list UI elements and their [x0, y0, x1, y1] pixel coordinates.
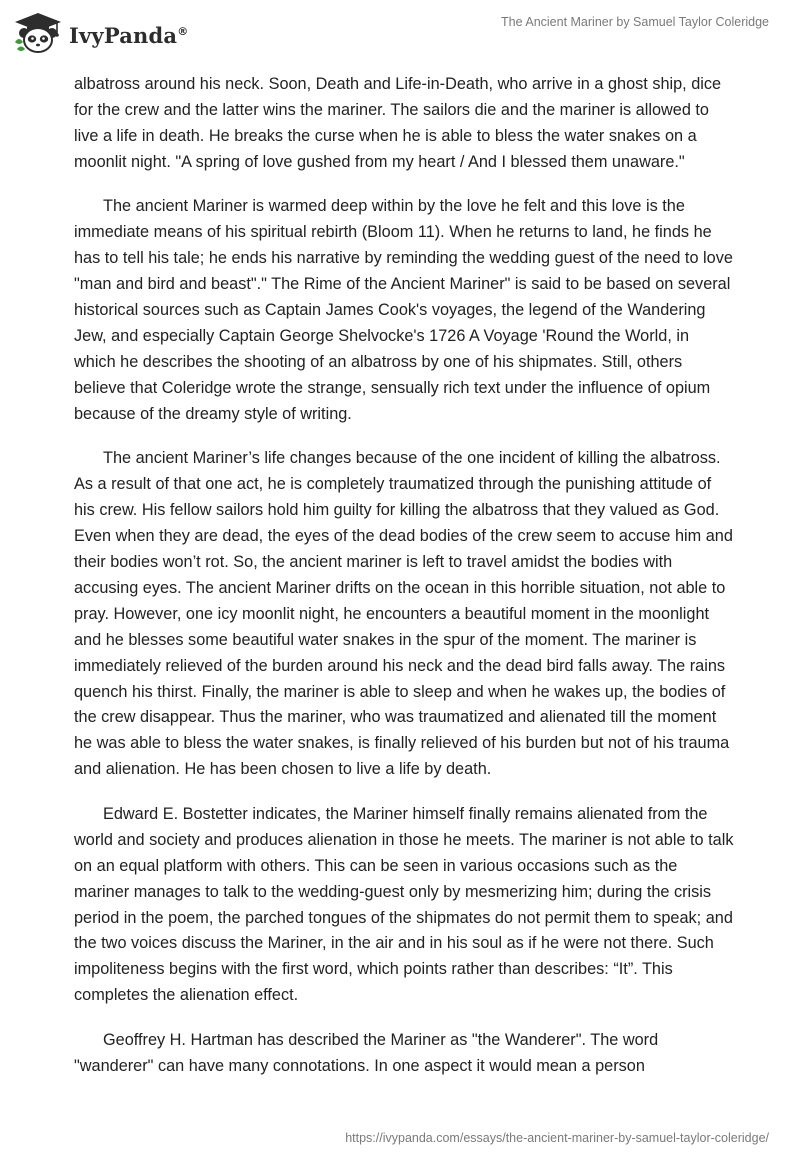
- document-title: The Ancient Mariner by Samuel Taylor Coleridge: [501, 15, 769, 29]
- page-header: [0, 0, 800, 60]
- source-url[interactable]: https://ivypanda.com/essays/the-ancient-mariner-by-samuel-taylor-coleridge/: [345, 1131, 769, 1145]
- registered-mark: ®: [177, 24, 189, 38]
- paragraph-continued: albatross around his neck. Soon, Death and Life-in-Death, who arrive in a ghost ship, dice for the crew and the latter wins the mariner. The sailors die and the mariner is allowed to live a life in death. He breaks the curse when he is able to bless the water snakes on a moonlit night. "A spring of love gushed from my heart / And I blessed them unaware.": [74, 75, 722, 171]
- paragraph: Edward E. Bostetter indicates, the Mariner himself finally remains alienated from the world and society and produces alienation in those he meets. The mariner is not able to talk on an equal platform with others. This can be seen in various occasions such as the mariner manages to talk to the wedding-guest only by mesmerizing him; during the crisis period in the poem, the parched tongues of the shipmates do not permit them to speak; and the two voices discuss the Mariner, in the air and in his soul as if he were not there. Such impoliteness begins with the first word, which points rather than describes: “It”. This completes the alienation effect.: [74, 804, 734, 1005]
- panda-graduate-icon: [13, 12, 63, 54]
- essay-body: [74, 72, 734, 1099]
- paragraph: The ancient Mariner’s life changes because of the one incident of killing the albatross. As a result of that one act, he is completely traumatized through the punishing attitude of his crew. His fellow sailors hold him guilty for killing the albatross that they valued as God. Even when they are dead, the eyes of the dead bodies of the crew seem to accuse him and their bodies won’t rot. So, the ancient mariner is left to travel amidst the bodies with accusing eyes. The ancient Mariner drifts on the ocean in this horrible situation, not able to pray. However, one icy moonlit night, he encounters a beautiful moment in the moonlight and he blesses some beautiful water snakes in the spur of the moment. The mariner is immediately relieved of the burden around his neck and the dead bird falls away. The rains quench his thirst. Finally, the mariner is able to sleep and when he wakes up, the bodies of the crew disappear. Thus the mariner, who was traumatized and alienated till the moment he was able to bless the water snakes, is finally relieved of his burden but not of his trauma and alienation. He has been chosen to live a life by death.: [74, 449, 733, 779]
- paragraph: The ancient Mariner is warmed deep within by the love he felt and this love is the immediate means of his spiritual rebirth (Bloom 11). When he returns to land, he finds he has to tell his tale; he ends his narrative by reminding the wedding guest of the need to love "man and bird and beast"." The Rime of the Ancient Mariner" is said to be based on several historical sources such as Captain James Cook's voyages, the legend of the Wandering Jew, and especially Captain George Shelvocke's 1726 A Voyage 'Round the World, in which he describes the shooting of an albatross by one of his shipmates. Still, others believe that Coleridge wrote the strange, sensually rich text under the influence of opium because of the dreamy style of writing.: [74, 197, 733, 423]
- brand-logo[interactable]: [13, 12, 188, 54]
- brand-name: IvyPanda®: [69, 22, 189, 48]
- paragraph: Geoffrey H. Hartman has described the Mariner as "the Wanderer". The word "wanderer" can have many connotations. In one aspect it would mean a person: [74, 1031, 659, 1075]
